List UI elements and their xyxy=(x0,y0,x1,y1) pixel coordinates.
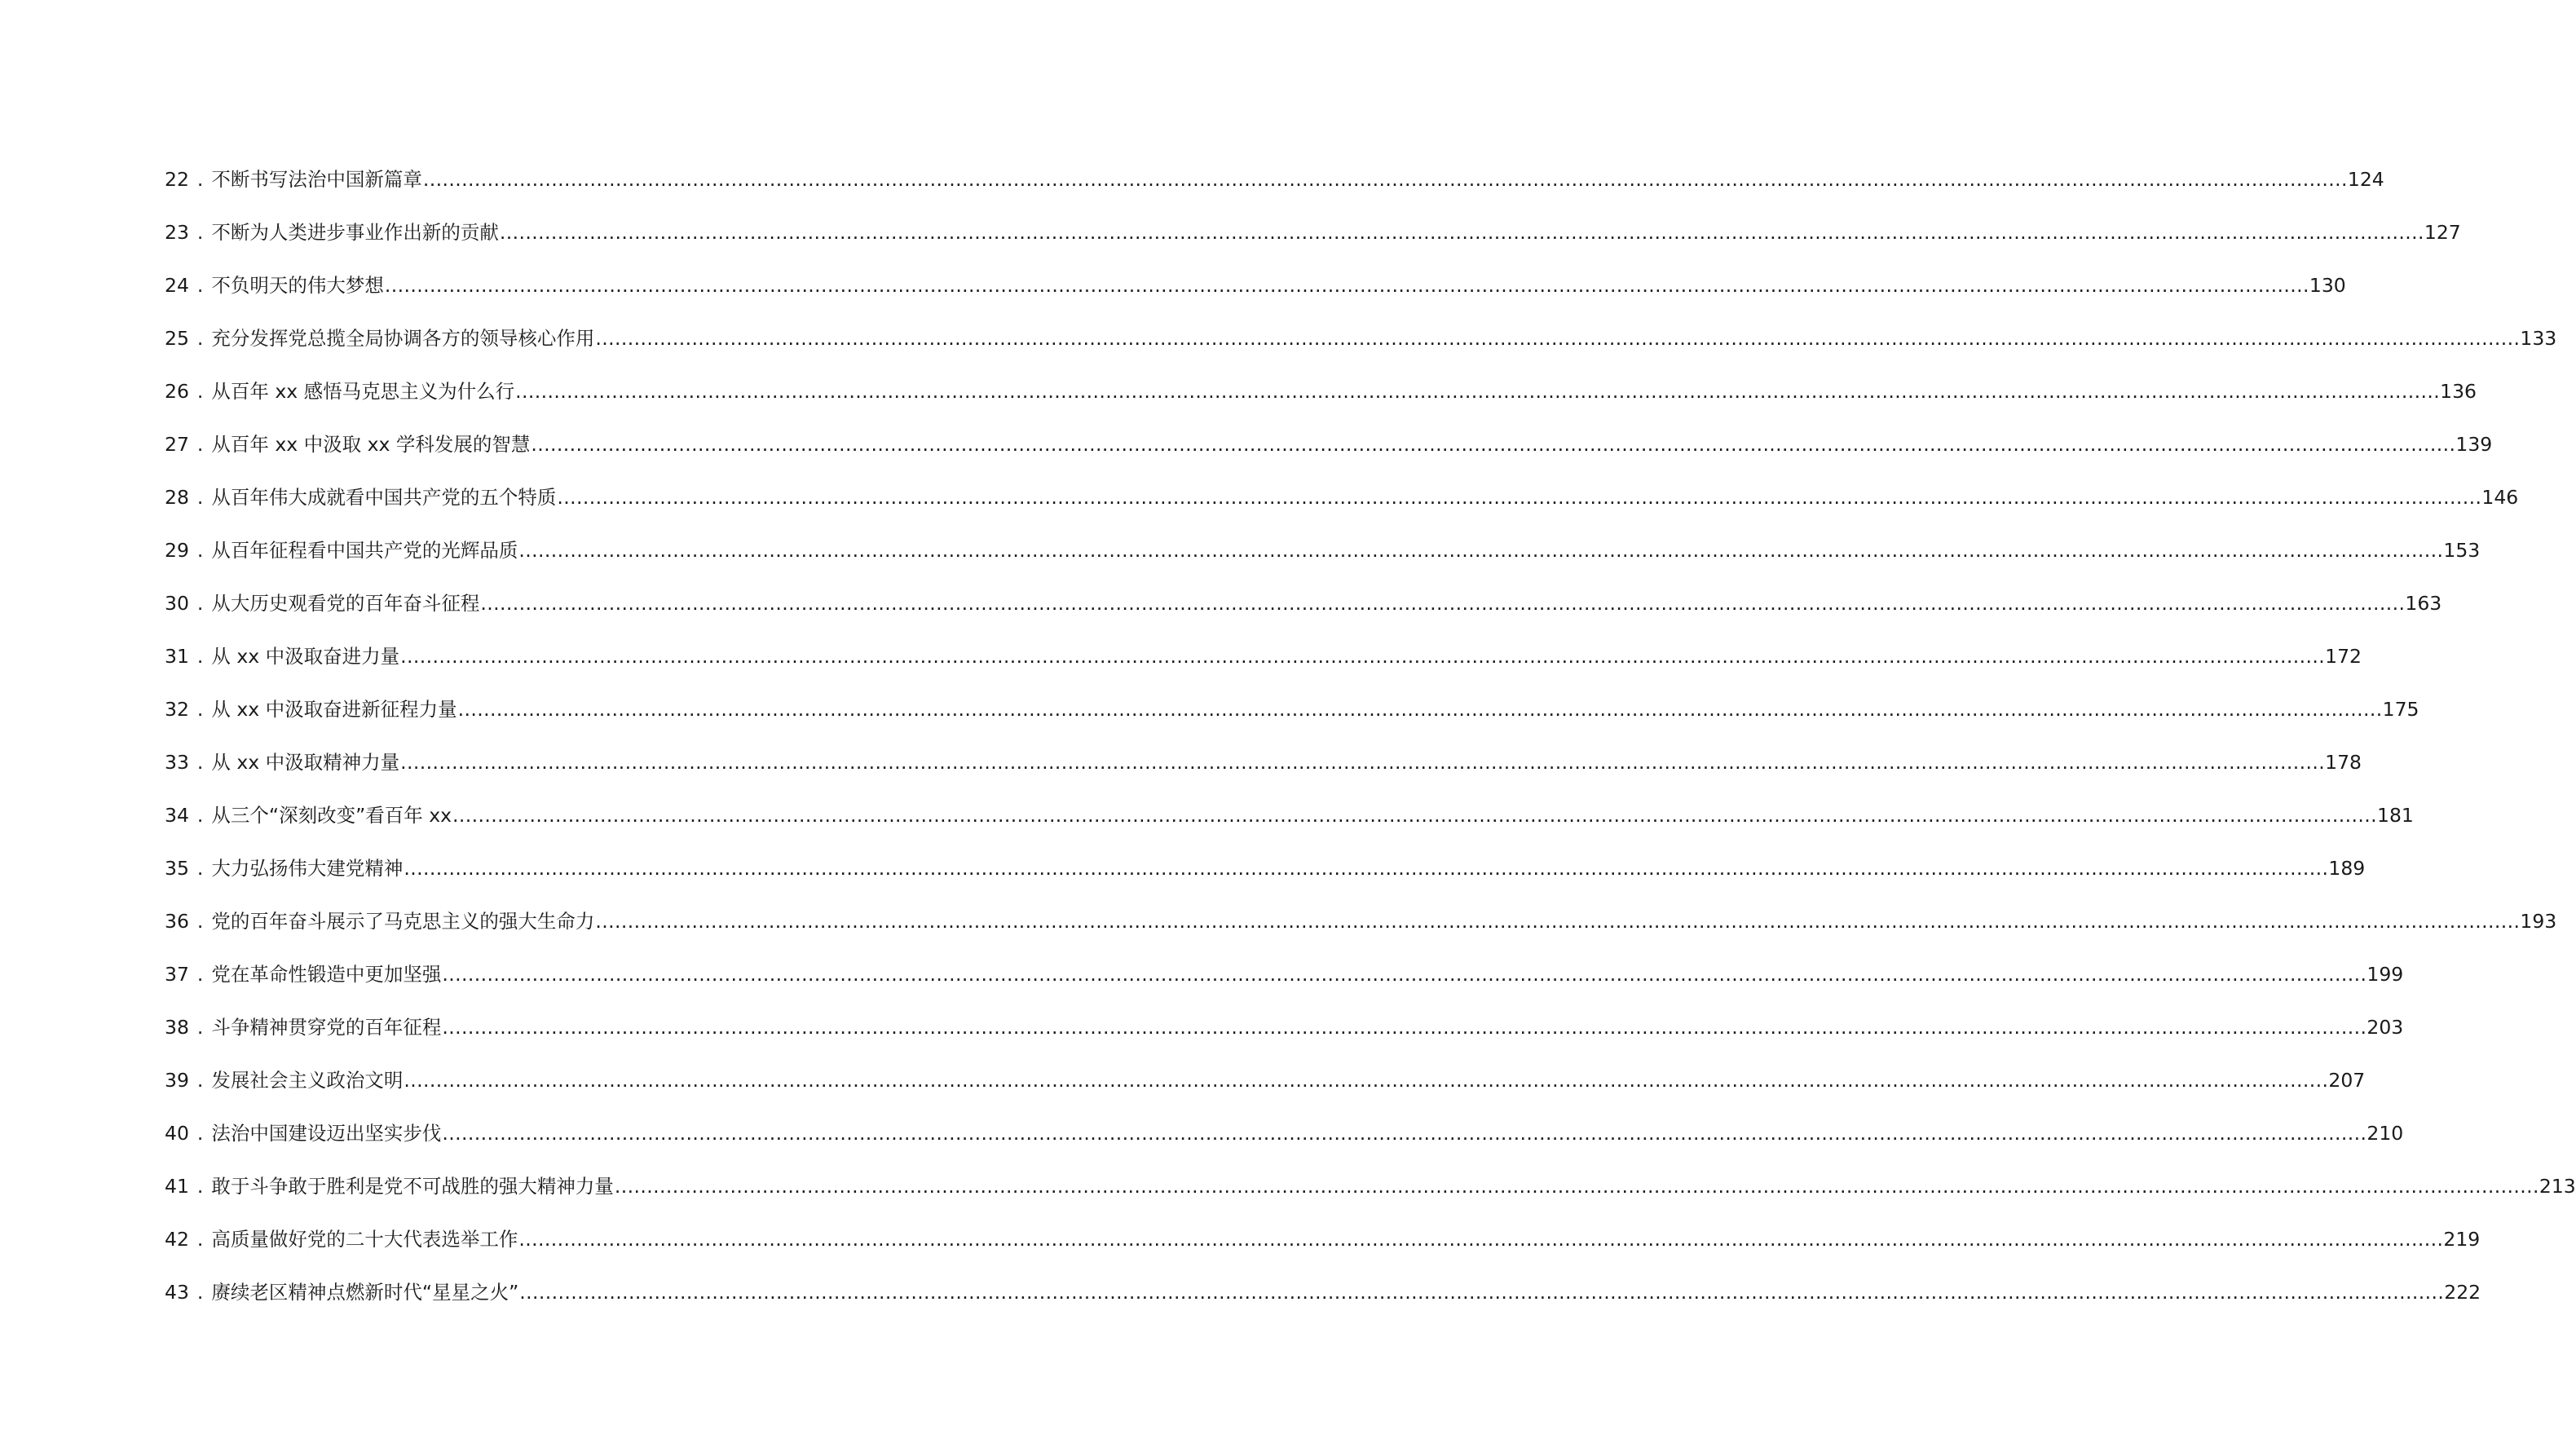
toc-entry-title: 从三个“深刻改变”看百年 xx xyxy=(211,804,452,827)
toc-entry[interactable] xyxy=(165,1198,2481,1251)
toc-dot-leader: ............................................................................................................................................................................................................................................................................................................ xyxy=(400,751,2326,774)
toc-entry-title: 大力弘扬伟大建党精神 xyxy=(211,857,404,880)
toc-dot-leader: ............................................................................................................................................................................................................................................................................................................ xyxy=(452,804,2378,827)
toc-entry-separator: . xyxy=(196,1175,204,1198)
toc-entry-page-number: 219 xyxy=(2443,1228,2481,1251)
toc-entry-title: 不负明天的伟大梦想 xyxy=(211,274,384,297)
toc-entry-separator: . xyxy=(196,327,204,350)
toc-entry-number: 29 xyxy=(165,539,189,562)
toc-dot-leader: ............................................................................................................................................................................................................................................................................................................ xyxy=(518,539,2444,562)
toc-entry[interactable] xyxy=(165,457,2519,510)
toc-entry-page-number: 178 xyxy=(2325,751,2362,774)
toc-dot-leader: ............................................................................................................................................................................................................................................................................................................ xyxy=(531,433,2456,456)
toc-entry[interactable] xyxy=(165,1251,2481,1304)
toc-entry-page-number: 207 xyxy=(2328,1069,2366,1092)
toc-entry-page-number: 189 xyxy=(2328,857,2366,880)
toc-entry-number: 41 xyxy=(165,1175,189,1198)
toc-entry-separator: . xyxy=(196,1281,204,1304)
toc-entry-page-number: 172 xyxy=(2325,645,2362,668)
toc-entry-number: 30 xyxy=(165,592,189,615)
toc-entry-number: 36 xyxy=(165,910,189,933)
toc-entry-page-number: 210 xyxy=(2366,1122,2404,1145)
toc-entry-page-number: 181 xyxy=(2377,804,2414,827)
toc-entry-title: 高质量做好党的二十大代表选举工作 xyxy=(211,1228,518,1251)
toc-entry-number: 34 xyxy=(165,804,189,827)
toc-entry-separator: . xyxy=(196,1069,204,1092)
toc-entry-separator: . xyxy=(196,910,204,933)
toc-entry[interactable] xyxy=(165,298,2557,351)
toc-dot-leader: ............................................................................................................................................................................................................................................................................................................ xyxy=(442,963,2367,986)
toc-dot-leader: ............................................................................................................................................................................................................................................................................................................ xyxy=(404,857,2329,880)
toc-entry-page-number: 175 xyxy=(2382,698,2419,721)
toc-entry-number: 38 xyxy=(165,1016,189,1039)
toc-entry-page-number: 199 xyxy=(2366,963,2404,986)
toc-dot-leader: ............................................................................................................................................................................................................................................................................................................ xyxy=(480,592,2406,615)
toc-entry-title: 从百年征程看中国共产党的光辉品质 xyxy=(211,539,518,562)
toc-entry-separator: . xyxy=(196,221,204,244)
toc-entry[interactable] xyxy=(165,510,2481,563)
toc-entry-number: 28 xyxy=(165,486,189,509)
toc-dot-leader: ............................................................................................................................................................................................................................................................................................................ xyxy=(614,1175,2539,1198)
toc-entry-separator: . xyxy=(196,168,204,191)
toc-dot-leader: ............................................................................................................................................................................................................................................................................................................ xyxy=(518,1228,2444,1251)
toc-entry-separator: . xyxy=(196,486,204,509)
toc-entry-number: 39 xyxy=(165,1069,189,1092)
toc-entry-title: 党的百年奋斗展示了马克思主义的强大生命力 xyxy=(211,910,595,933)
toc-dot-leader: ............................................................................................................................................................................................................................................................................................................ xyxy=(442,1122,2367,1145)
toc-entry-title: 从 xx 中汲取精神力量 xyxy=(211,751,400,774)
toc-entry-page-number: 124 xyxy=(2347,168,2384,191)
toc-dot-leader: ............................................................................................................................................................................................................................................................................................................ xyxy=(595,327,2521,350)
toc-entry-title: 不断书写法治中国新篇章 xyxy=(211,168,422,191)
toc-entry[interactable] xyxy=(165,881,2557,933)
toc-entry-page-number: 146 xyxy=(2481,486,2519,509)
toc-entry-title: 充分发挥党总揽全局协调各方的领导核心作用 xyxy=(211,327,595,350)
toc-entry[interactable] xyxy=(165,828,2366,881)
table-of-contents xyxy=(165,139,2576,1304)
toc-entry-title: 党在革命性锻造中更加坚强 xyxy=(211,963,442,986)
toc-entry[interactable] xyxy=(165,1092,2404,1145)
toc-entry-number: 22 xyxy=(165,168,189,191)
toc-entry-page-number: 130 xyxy=(2309,274,2346,297)
toc-entry-separator: . xyxy=(196,804,204,827)
toc-entry-number: 37 xyxy=(165,963,189,986)
toc-dot-leader: ............................................................................................................................................................................................................................................................................................................ xyxy=(457,698,2383,721)
toc-dot-leader: ............................................................................................................................................................................................................................................................................................................ xyxy=(404,1069,2329,1092)
toc-entry[interactable] xyxy=(165,563,2442,616)
toc-entry-separator: . xyxy=(196,1228,204,1251)
toc-entry-title: 赓续老区精神点燃新时代“星星之火” xyxy=(211,1281,519,1304)
toc-entry-number: 40 xyxy=(165,1122,189,1145)
toc-dot-leader: ............................................................................................................................................................................................................................................................................................................ xyxy=(557,486,2482,509)
toc-entry[interactable] xyxy=(165,1039,2366,1092)
toc-entry-separator: . xyxy=(196,592,204,615)
toc-entry-separator: . xyxy=(196,857,204,880)
toc-dot-leader: ............................................................................................................................................................................................................................................................................................................ xyxy=(515,380,2441,403)
toc-entry[interactable] xyxy=(165,404,2493,457)
toc-entry-title: 敢于斗争敢于胜利是党不可战胜的强大精神力量 xyxy=(211,1175,614,1198)
toc-entry[interactable] xyxy=(165,139,2384,192)
toc-entry-number: 24 xyxy=(165,274,189,297)
toc-entry-number: 27 xyxy=(165,433,189,456)
toc-entry-title: 从 xx 中汲取奋进力量 xyxy=(211,645,400,668)
toc-entry-number: 35 xyxy=(165,857,189,880)
toc-entry-separator: . xyxy=(196,963,204,986)
toc-entry-title: 从百年伟大成就看中国共产党的五个特质 xyxy=(211,486,557,509)
toc-entry[interactable] xyxy=(165,722,2362,775)
toc-entry-page-number: 203 xyxy=(2366,1016,2404,1039)
toc-dot-leader: ............................................................................................................................................................................................................................................................................................................ xyxy=(499,221,2424,244)
toc-entry-number: 31 xyxy=(165,645,189,668)
toc-entry-number: 33 xyxy=(165,751,189,774)
toc-dot-leader: ............................................................................................................................................................................................................................................................................................................ xyxy=(595,910,2521,933)
toc-entry-page-number: 213 xyxy=(2539,1175,2576,1198)
toc-entry-page-number: 127 xyxy=(2424,221,2461,244)
toc-entry-title: 不断为人类进步事业作出新的贡献 xyxy=(211,221,499,244)
toc-entry-separator: . xyxy=(196,380,204,403)
toc-entry-number: 32 xyxy=(165,698,189,721)
toc-entry-page-number: 139 xyxy=(2455,433,2493,456)
toc-entry-separator: . xyxy=(196,1122,204,1145)
toc-dot-leader: ............................................................................................................................................................................................................................................................................................................ xyxy=(384,274,2309,297)
toc-entry-number: 26 xyxy=(165,380,189,403)
toc-entry[interactable] xyxy=(165,616,2362,669)
toc-entry-title: 从 xx 中汲取奋进新征程力量 xyxy=(211,698,457,721)
toc-entry-title: 斗争精神贯穿党的百年征程 xyxy=(211,1016,442,1039)
toc-entry-number: 25 xyxy=(165,327,189,350)
toc-dot-leader: ............................................................................................................................................................................................................................................................................................................ xyxy=(400,645,2326,668)
toc-entry-page-number: 193 xyxy=(2520,910,2557,933)
toc-entry-title: 从百年 xx 感悟马克思主义为什么行 xyxy=(211,380,515,403)
toc-entry-separator: . xyxy=(196,698,204,721)
toc-entry-number: 43 xyxy=(165,1281,189,1304)
toc-entry-number: 23 xyxy=(165,221,189,244)
toc-entry-separator: . xyxy=(196,539,204,562)
toc-entry-separator: . xyxy=(196,751,204,774)
toc-entry-separator: . xyxy=(196,274,204,297)
toc-entry-separator: . xyxy=(196,1016,204,1039)
toc-entry[interactable] xyxy=(165,669,2419,722)
toc-entry-title: 从大历史观看党的百年奋斗征程 xyxy=(211,592,480,615)
toc-entry-separator: . xyxy=(196,645,204,668)
toc-entry[interactable] xyxy=(165,1145,2576,1198)
toc-dot-leader: ............................................................................................................................................................................................................................................................................................................ xyxy=(422,168,2348,191)
toc-dot-leader: ............................................................................................................................................................................................................................................................................................................ xyxy=(442,1016,2367,1039)
toc-entry-number: 42 xyxy=(165,1228,189,1251)
toc-entry-page-number: 163 xyxy=(2405,592,2442,615)
toc-entry[interactable] xyxy=(165,192,2461,245)
toc-entry-page-number: 136 xyxy=(2440,380,2477,403)
toc-entry-page-number: 133 xyxy=(2520,327,2557,350)
toc-entry-title: 发展社会主义政治文明 xyxy=(211,1069,404,1092)
toc-entry[interactable] xyxy=(165,933,2404,986)
toc-entry-title: 法治中国建设迈出坚实步伐 xyxy=(211,1122,442,1145)
toc-entry[interactable] xyxy=(165,775,2414,828)
toc-entry[interactable] xyxy=(165,351,2477,404)
toc-entry-separator: . xyxy=(196,433,204,456)
toc-entry-page-number: 222 xyxy=(2444,1281,2481,1304)
toc-entry-title: 从百年 xx 中汲取 xx 学科发展的智慧 xyxy=(211,433,531,456)
toc-dot-leader: ............................................................................................................................................................................................................................................................................................................ xyxy=(519,1281,2445,1304)
toc-entry[interactable] xyxy=(165,245,2346,298)
toc-entry[interactable] xyxy=(165,986,2404,1039)
toc-entry-page-number: 153 xyxy=(2443,539,2481,562)
